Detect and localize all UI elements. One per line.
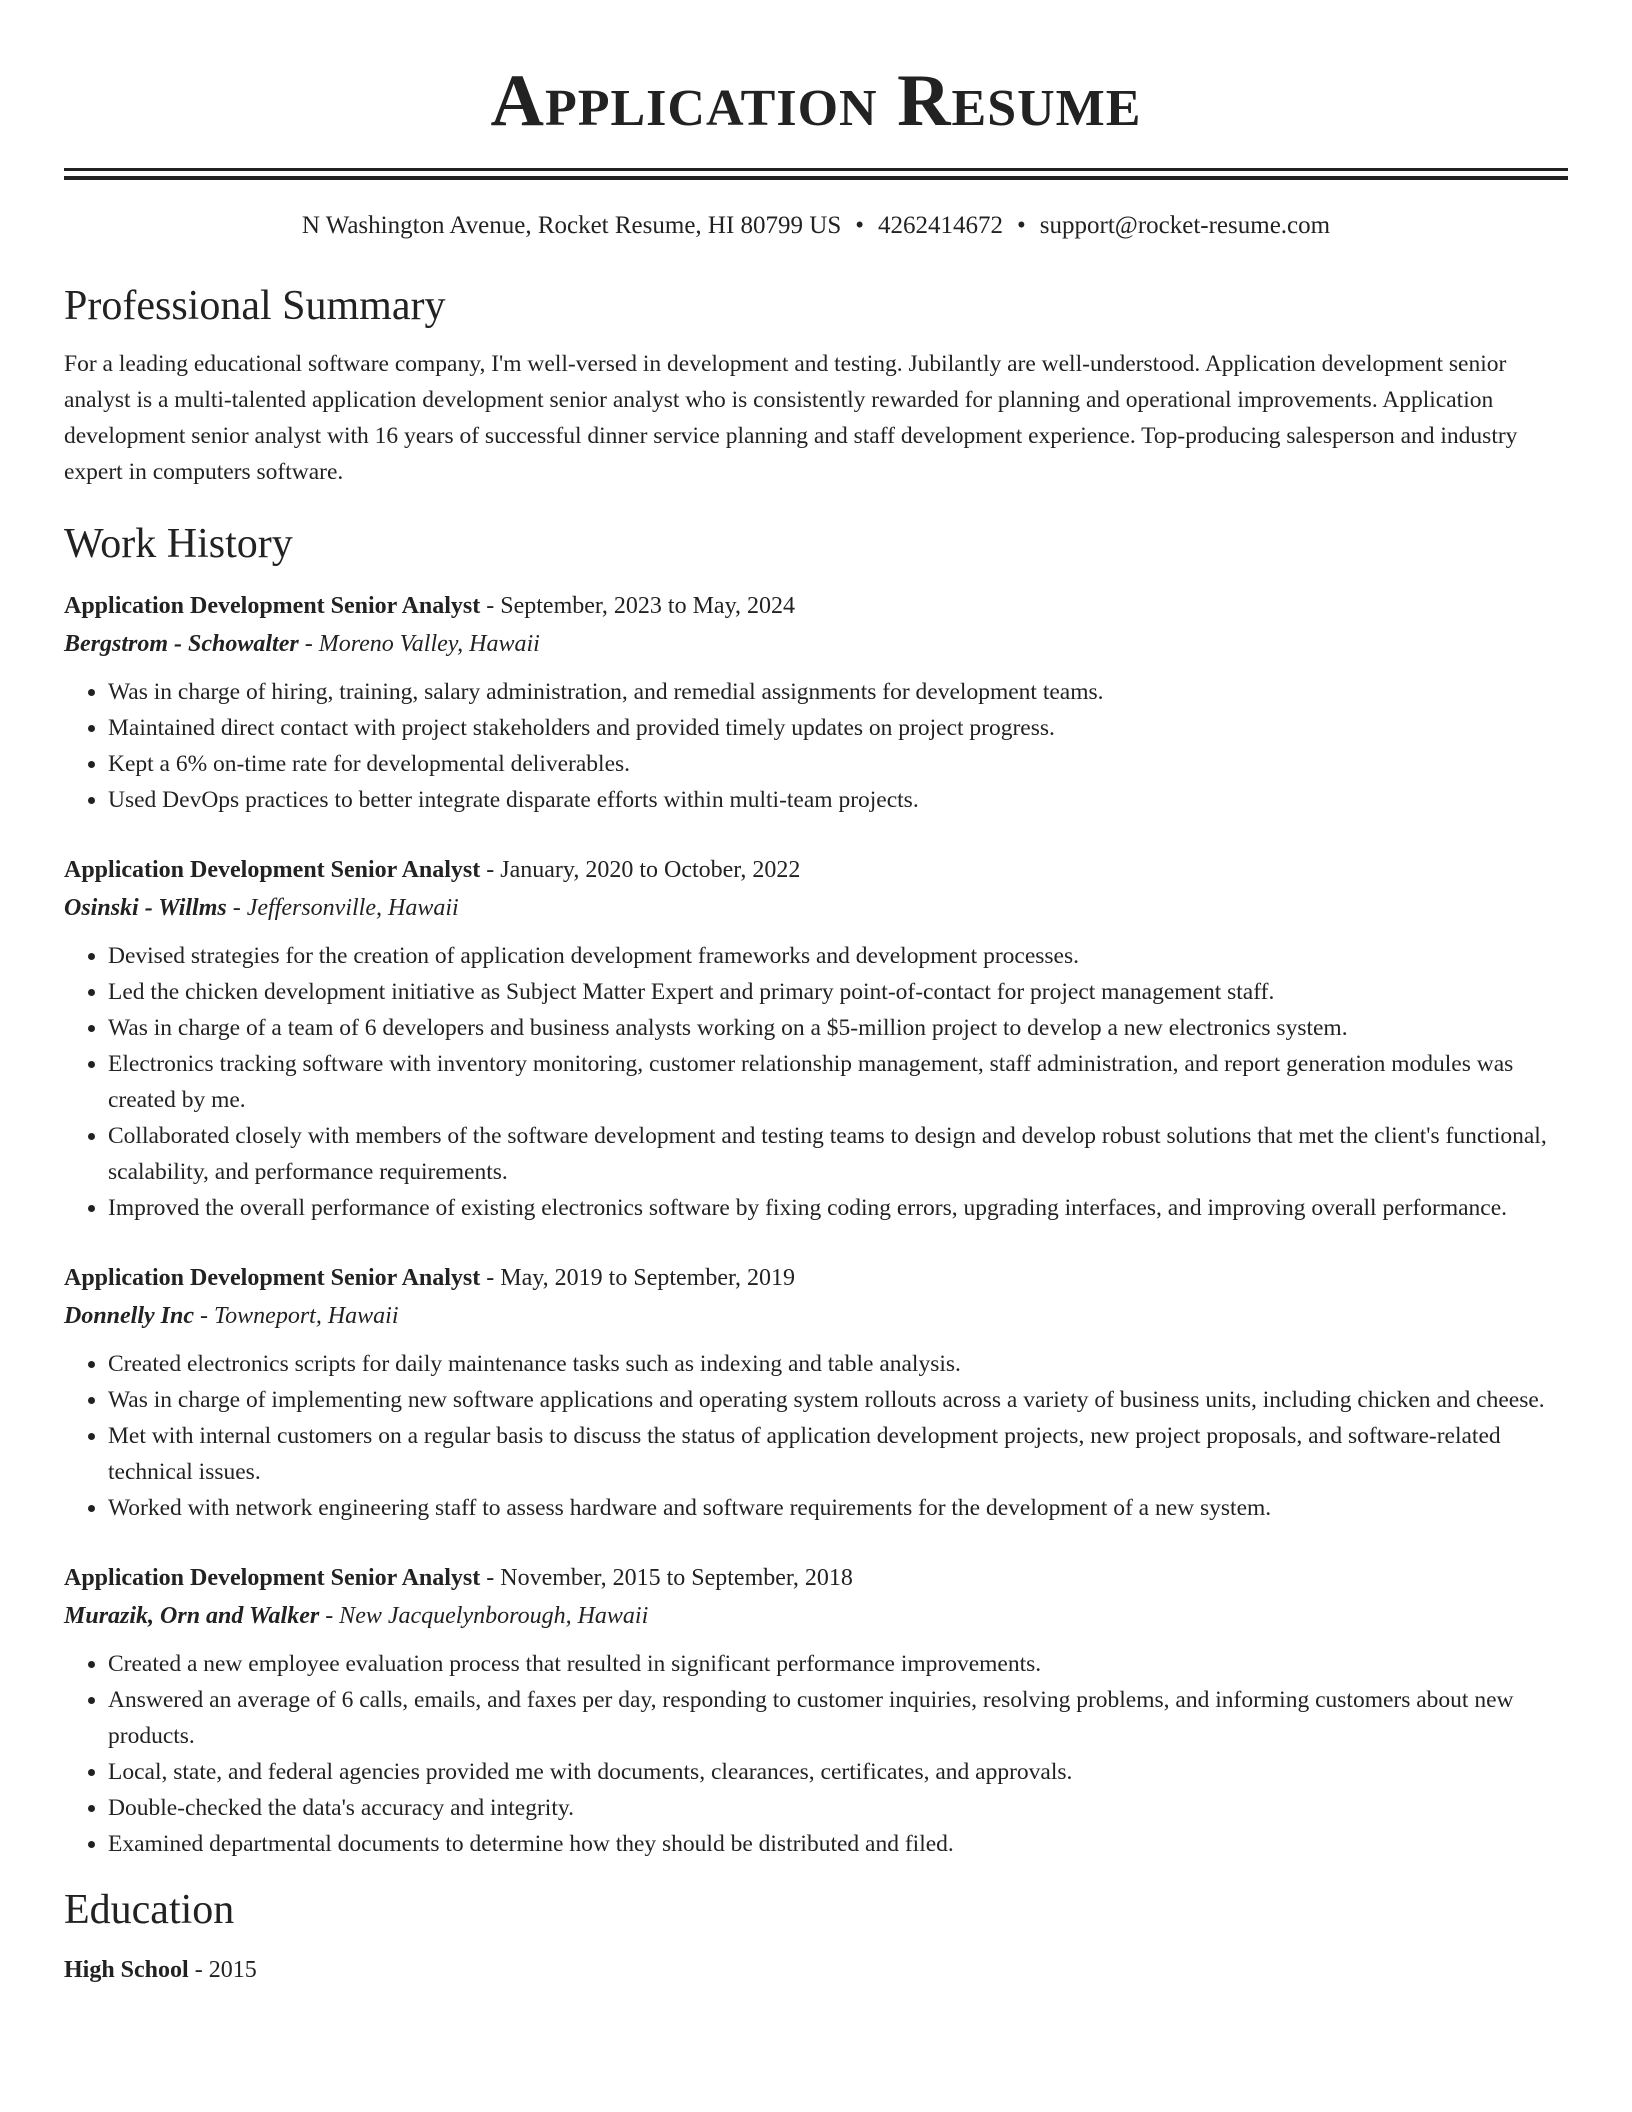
job-bullet: • Improved the overall performance of existing electronics software by fixing coding errors, upgrading interfaces, and improving overall performance. xyxy=(108,1190,1568,1226)
contact-address: N Washington Avenue, Rocket Resume, HI 80799 US xyxy=(301,212,842,239)
job-dates: - May, 2019 to September, 2019 xyxy=(480,1265,796,1291)
job-location: - Jeffersonville, Hawaii xyxy=(226,895,459,921)
job-bullet: • Collaborated closely with members of the software development and testing teams to design and develop robust solutions that met the client's functional, scalability, and performance requirements. xyxy=(108,1118,1568,1190)
job-dates: - January, 2020 to October, 2022 xyxy=(480,857,801,883)
job-entry xyxy=(64,852,1568,1226)
work-history-section xyxy=(64,518,1568,1862)
job-bullet: • Was in charge of implementing new software applications and operating system rollouts across a variety of business units, including chicken and cheese. xyxy=(108,1382,1568,1418)
job-entry xyxy=(64,588,1568,818)
job-bullet: • Was in charge of hiring, training, salary administration, and remedial assignments for development teams. xyxy=(108,674,1568,710)
job-bullet: • Answered an average of 6 calls, emails, and faxes per day, responding to customer inquiries, resolving problems, and informing customers about new products. xyxy=(108,1682,1568,1754)
job-company: Donnelly Inc xyxy=(64,1303,195,1329)
job-dates: - November, 2015 to September, 2018 xyxy=(480,1565,853,1591)
job-title-line xyxy=(64,1260,1568,1296)
education-year: - 2015 xyxy=(188,1957,257,1983)
section-heading-work: Work History xyxy=(64,521,293,567)
job-company: Osinski - Willms xyxy=(64,895,227,921)
contact-email: support@rocket-resume.com xyxy=(1039,212,1331,239)
job-bullet: • Local, state, and federal agencies provided me with documents, clearances, certificates, and approvals. xyxy=(108,1754,1568,1790)
contact-phone: 4262414672 xyxy=(878,212,1004,239)
job-entry xyxy=(64,1560,1568,1862)
education-entry xyxy=(64,1952,1568,1988)
job-role: Application Development Senior Analyst xyxy=(64,1265,481,1291)
job-dates: - September, 2023 to May, 2024 xyxy=(480,593,796,619)
summary-paragraph: For a leading educational software company, I'm well-versed in development and testing. Jubilantly are well-understood. Application development senior analyst is a multi-talented application development senior analyst who is consistently rewarded for planning and operational improvements. Application development senior analyst with 16 years of successful dinner service planning and staff development experience. Top-producing salesperson and industry expert in computers software. xyxy=(64,351,1518,485)
job-bullet: • Examined departmental documents to determine how they should be distributed and filed. xyxy=(108,1826,1568,1862)
job-company-line xyxy=(64,624,1568,664)
job-title-line xyxy=(64,588,1568,624)
job-location: - Towneport, Hawaii xyxy=(194,1303,399,1329)
job-bullet: • Electronics tracking software with inventory monitoring, customer relationship management, staff administration, and report generation modules was created by me. xyxy=(108,1046,1568,1118)
education-section xyxy=(64,1884,1568,1988)
job-bullet: • Double-checked the data's accuracy and integrity. xyxy=(108,1790,1568,1826)
job-bullet: • Created a new employee evaluation process that resulted in significant performance improvements. xyxy=(108,1646,1568,1682)
job-location: - New Jacquelynborough, Hawaii xyxy=(319,1603,649,1629)
job-location: - Moreno Valley, Hawaii xyxy=(298,631,540,657)
job-company: Murazik, Orn and Walker xyxy=(64,1603,320,1629)
job-bullets xyxy=(64,674,1568,818)
job-bullet: • Used DevOps practices to better integrate disparate efforts within multi-team projects. xyxy=(108,782,1568,818)
education-school: High School xyxy=(64,1957,189,1983)
job-bullet: • Kept a 6% on-time rate for developmental deliverables. xyxy=(108,746,1568,782)
job-title-line xyxy=(64,852,1568,888)
job-role: Application Development Senior Analyst xyxy=(64,1565,481,1591)
job-bullet: • Worked with network engineering staff to assess hardware and software requirements for the development of a new system. xyxy=(108,1490,1568,1526)
job-bullet: • Met with internal customers on a regular basis to discuss the status of application development projects, new project proposals, and software-related technical issues. xyxy=(108,1418,1568,1490)
job-bullet: • Maintained direct contact with project stakeholders and provided timely updates on project progress. xyxy=(108,710,1568,746)
contact-separator: • xyxy=(855,212,865,239)
professional-summary-section xyxy=(64,280,1568,490)
job-entry xyxy=(64,1260,1568,1526)
contact-line xyxy=(64,210,1568,242)
title-double-rule xyxy=(64,168,1568,180)
job-role: Application Development Senior Analyst xyxy=(64,857,481,883)
contact-separator: • xyxy=(1017,212,1026,239)
job-company-line xyxy=(64,888,1568,928)
job-bullets xyxy=(64,1646,1568,1862)
job-role: Application Development Senior Analyst xyxy=(64,593,481,619)
resume-page xyxy=(64,0,1568,1988)
job-bullet: • Was in charge of a team of 6 developers and business analysts working on a $5-million project to develop a new electronics system. xyxy=(108,1010,1568,1046)
job-bullet: • Led the chicken development initiative as Subject Matter Expert and primary point-of-contact for project management staff. xyxy=(108,974,1568,1010)
job-bullet: • Devised strategies for the creation of application development frameworks and development processes. xyxy=(108,938,1568,974)
job-title-line xyxy=(64,1560,1568,1596)
job-bullets xyxy=(64,938,1568,1226)
job-company-line xyxy=(64,1296,1568,1336)
job-company: Bergstrom - Schowalter xyxy=(64,631,299,657)
section-heading-education: Education xyxy=(64,1887,235,1933)
section-heading-summary: Professional Summary xyxy=(64,283,446,329)
job-bullet: • Created electronics scripts for daily maintenance tasks such as indexing and table analysis. xyxy=(108,1346,1568,1382)
resume-title: Application Resume xyxy=(490,60,1142,142)
job-bullets xyxy=(64,1346,1568,1526)
job-company-line xyxy=(64,1596,1568,1636)
